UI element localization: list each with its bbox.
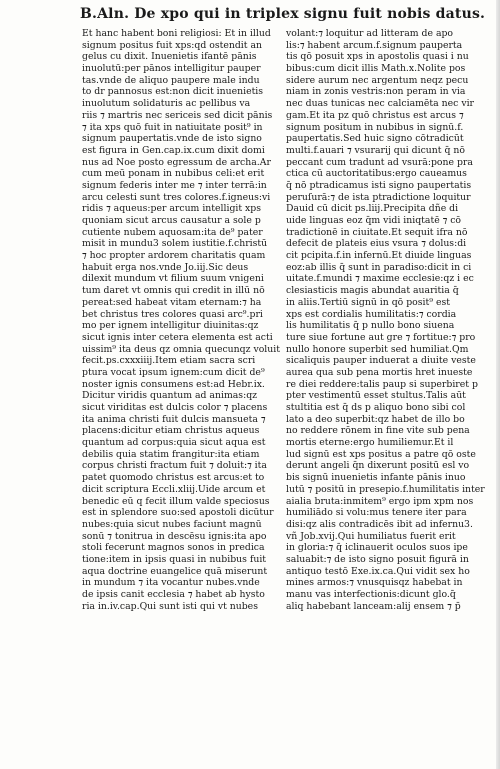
text-line: est figura in Gen.cap.ix.cum dixit domi (82, 144, 265, 156)
text-line: no reddere rōnem in fine vite sub pena (286, 425, 470, 437)
text-line: corpus christi fractum fuit ⁊ doluit:⁊ ita (82, 460, 267, 472)
text-line: defecit de plateis eius vsura ⁊ dolus:di (286, 238, 467, 250)
text-line: multi.f.auari ⁊ vsurarij qui dicunt q̄ nō (286, 144, 465, 156)
text-line: sonū ⁊ tonitrua in descēsu ignis:ita apo (82, 530, 267, 542)
text-line: lis:⁊ habent arcum.f.signum pauperta (286, 39, 463, 51)
text-line: pter vestimentū esset stultus.Talis aūt (286, 390, 466, 402)
text-line: antiquo testō Exe.ix.ca.Qui vidit sex ho (286, 565, 470, 577)
text-line: est in splendore suo:sed apostoli dicūtur (82, 507, 274, 519)
text-line: ⁊ ita xps quō fuit in natiuitate posit⁹ in (82, 121, 263, 133)
text-line: derunt angeli q̄n dixerunt positū esl vo (286, 460, 470, 472)
page-title: B.Aln. De xpo qui in triplex signu fuit nobis datus. (80, 6, 486, 22)
text-line: ctica cū auctoritatibus:ergo caueamus (286, 168, 467, 180)
text-line: sicut ignis inter cetera elementa est acti (82, 331, 273, 343)
text-line: Dicitur viridis quantum ad animas:qz (82, 390, 258, 402)
text-line: humiliādo si volu:mus tenere iter para (286, 507, 467, 519)
text-line: mines armos:⁊ vnusquisqz habebat in (286, 577, 463, 589)
text-line: ture siue fortune aut gre ⁊ fortitue:⁊ pro (286, 331, 476, 343)
text-line: noster ignis consumens est:ad Hebr.ix. (82, 378, 265, 390)
text-line: placens:dicitur etiam christus aqueus (82, 425, 260, 437)
text-line: disi:qz alis contradicēs ibit ad infernu3. (286, 518, 473, 530)
text-line: mo per ignem intelligitur diuinitas:qz (82, 320, 259, 332)
text-line: Dauid cū dicit ps.liij.Precipita dñe di (286, 203, 459, 215)
text-line: in mundum ⁊ ita vocantur nubes.vnde (82, 577, 260, 589)
text-line: quantum ad corpus:quia sicut aqua est (82, 437, 266, 449)
text-line: stultitia est q̄ ds p aliquo bono sibi col (286, 402, 466, 413)
text-line: clesiasticis magis abundat auaritia q̄ (286, 285, 459, 297)
text-line: quoniam sicut arcus causatur a sole p (82, 215, 261, 226)
text-line: xps est cordialis humilitatis:⁊ cordia (286, 308, 457, 320)
text-line: nubes:quia sicut nubes faciunt magnū (82, 518, 262, 530)
text-line: niam in zonis vestris:non peram in via (286, 86, 466, 98)
text-line: ⁊ hoc propter ardorem charitatis quam (82, 250, 266, 262)
text-line: sicaliquis pauper induerat a diuite veste (286, 355, 476, 367)
text-line: volant:⁊ loquitur ad litteram de apo (286, 28, 454, 39)
text-line: habuit erga nos.vnde Jo.iij.Sic deus (82, 261, 249, 273)
text-line: Et hanc habent boni religiosi: Et in illud (82, 28, 271, 39)
text-line: bet christus tres colores quasi arc⁹.pri (82, 308, 263, 320)
text-line: sicut viriditas est dulcis color ⁊ placens (82, 402, 268, 413)
text-line: lato a deo superbit:qz habet de illo bo (286, 413, 465, 425)
text-line: aialia bruta:inmitem⁹ ergo ipm xpm nos (286, 495, 474, 507)
text-line: bibus:cum dicit illis Math.x.Nolite pos (286, 63, 466, 75)
text-line: aqua doctrine euangelice quā miserunt (82, 565, 268, 577)
text-line: peruſurā:⁊ de ista ptradictione loquitur (286, 191, 471, 203)
text-line: inuolutū:per pānos intelligitur pauper (82, 63, 261, 75)
text-line: benedic eū q fecit illum valde speciosus (82, 495, 270, 507)
text-line: signum federis inter me ⁊ inter terrā:in (82, 179, 267, 191)
text-line: uide linguas eoz q̄m vidi iniqtatē ⁊ cō (286, 215, 462, 226)
text-line: vñ Job.xvij.Qui humiliatus fuerit erit (286, 530, 456, 542)
text-line: cutiente nubem aquosam:ita de⁹ pater (82, 226, 263, 238)
text-line: tas.vnde de aliquo paupere male indu (82, 74, 260, 86)
text-line: cit pcipita.f.in infernū.Et diuide linguas (286, 250, 472, 262)
text-line: debilis quia statim frangitur:ita etiam (82, 448, 260, 460)
text-line: ria in.iv.cap.Qui sunt isti qui vt nubes (82, 600, 258, 612)
text-line: pereat:sed habeat vitam eternam:⁊ ha (82, 296, 262, 308)
text-line: manu vas interfectionis:dicunt glo.q̄ (286, 589, 456, 600)
text-line: ptura vocat ipsum ignem:cum dicit de⁹ (82, 366, 265, 378)
text-line: signum positum in nubibus in signū.f. (286, 121, 464, 133)
text-line: nus ad Noe posto egressum de archa.Ar (82, 156, 271, 168)
text-line: q̄ nō ptradicamus isti signo paupertatis (286, 179, 472, 191)
text-line: lis humilitatis q̄ p nullo bono siuena (286, 320, 455, 332)
text-line: de ipsis canit ecclesia ⁊ habet ab hysto (82, 589, 265, 600)
text-line: in gloria:⁊ q̄ iclinauerit oculos suos ipe (286, 542, 468, 554)
text-line: dicit scriptura Eccli.xliij.Uide arcum et (82, 483, 266, 495)
text-line: tione:item in ipsis quasi in nubibus fuit (82, 553, 267, 565)
text-line: bis signū inuenietis infante pānis inuo (286, 472, 466, 484)
text-line: gam.Et ita pz quō christus est arcus ⁊ (286, 109, 464, 121)
text-line: lutū ⁊ positū in presepio.f.humilitatis inter (286, 483, 485, 495)
text-line: stoli fecerunt magnos sonos in predica (82, 542, 265, 554)
text-line: aliq habebant lanceam:alij ensem ⁊ p̄ (286, 600, 461, 612)
text-line: cum meū ponam in nubibus celi:et erit (82, 168, 265, 180)
text-line: re diei reddere:talis paup si superbiret p (286, 378, 478, 390)
text-line: misit in mundu3 solem iustitie.f.christū (82, 238, 268, 250)
text-line: ridis ⁊ aqueus:per arcum intelligit xps (82, 203, 262, 215)
text-line: to dr pannosus est:non dicit inuenietis (82, 86, 264, 98)
text-line: nullo honore superbit sed humiliat.Qm (286, 343, 469, 355)
text-line: inuolutum solidaturis ac pellibus va (82, 98, 251, 110)
text-line: aurea qua sub pena mortis hret inueste (286, 366, 473, 378)
text-line: peccant cum tradunt ad vsurā:pone pra (286, 156, 473, 168)
text-line: gelus cu dixit. Inuenietis ifantē pānis (82, 51, 257, 63)
text-line: tum daret vt omnis qui credit in illū nō (82, 285, 265, 297)
page-edge-shadow (496, 0, 500, 769)
text-line: ita anima christi fuit dulcis mansueta ⁊ (82, 413, 266, 425)
text-line: eoz:ab illis q̄ sunt in paradiso:dicit in ci (286, 261, 472, 273)
running-header (0, 6, 500, 28)
text-line: saluabit:⁊ de isto signo posuit figurā in (286, 553, 469, 565)
text-line: patet quomodo christus est arcus:et to (82, 472, 265, 484)
text-line: sidere aurum nec argentum neqz pecu (286, 74, 469, 86)
text-line: mortis eterne:ergo humiliemur.Et il (286, 437, 454, 449)
text-line: tis qō posuit xps in apostolis quasi i nu (286, 51, 469, 63)
text-line: uitate.f.mundi ⁊ maxime ecclesie:qz i ec (286, 273, 474, 285)
text-line: fecit.ps.cxxxiiij.Item etiam sacra scri (82, 355, 256, 367)
right-text-column (286, 28, 496, 612)
text-line: nec duas tunicas nec calciamēta nec vir (286, 98, 474, 110)
text-line: riis ⁊ martris nec sericeis sed dicit pānis (82, 109, 273, 121)
text-line: in aliis.Tertiū signū in qō posit⁹ est (286, 296, 450, 308)
text-line: arcu celesti sunt tres colores.f.igneus:vi (82, 191, 271, 203)
text-line: uissim⁹ ita deus qz omnia quecunqz voluit (82, 343, 280, 355)
text-line: lud signū est xps positus a patre qō oste (286, 448, 476, 460)
text-line: signum paupertatis.vnde de isto signo (82, 133, 262, 145)
text-line: paupertatis.Sed huic signo cōtradicūt (286, 133, 464, 145)
text-line: tradictionē in ciuitate.Et sequit ifra nō (286, 226, 468, 238)
left-text-column (82, 28, 292, 612)
text-line: dilexit mundum vt filium suum vnigeni (82, 273, 264, 285)
text-line: signum positus fuit xps:qd ostendit an (82, 39, 262, 51)
